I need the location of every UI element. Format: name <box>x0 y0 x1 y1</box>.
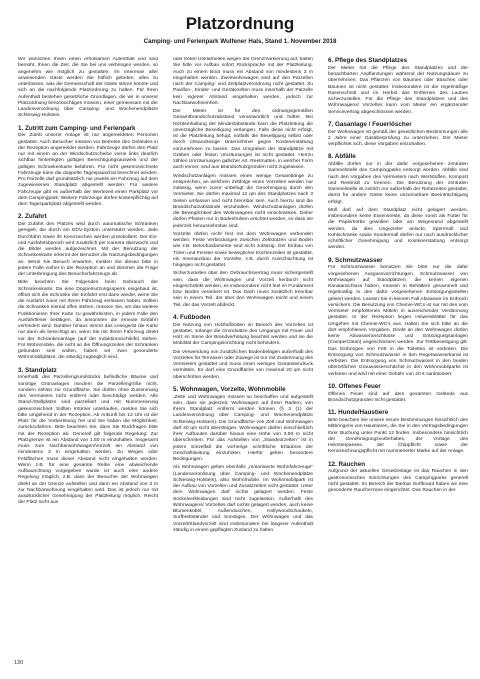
section <box>18 125 158 209</box>
section-paragraph: Für Schmutzwasser benutzen Sie bitte nur die dafür vorgesehenen Ausgussvorrichtungen. Schmutzwasser von Wohnwagen auf Standplätzen, die keinen eigenen Kanalanschluss haben, müssen in Behältern gesammelt und regelmäßig in den dafür vorgesehenen Entsorgungsstellen geleert werden. Lassen Sie in keinem Fall Abwasser im Erdreich versickern. Die Benutzung von Chemie-WCs ist nur mit den vom Vermieter empfohlenen Mitteln in ausreichender Verdünnung gestattet. In der Rezeption liegen Hinweisblätter für das Umgehen mit Chemie-WC's aus. Halten Sie sich bitte an die dort empfohlenen Vorgaben. Direkt an den Wohnwagen dürfen keine Abwasseranschlüsse und Entsorgungsanlagen (CamperClean) angeschlossen werden. Zur Fettbeseitigung gilt: Das Einbringen von Fett in die Toiletten ist verboten. Die Entsorgung von Schmutzwasser in den Regenwasserkanal ist verboten. Die Entsorgung von Schmutzwasser in den beiden überörtlichen Grauwasserschächte in den Wohnmobilparks ist verboten und wird mit einer Gebühr von 20 € sanktioniert. <box>328 265 468 377</box>
section-heading: 6. Pflege des Standplatzes <box>328 57 408 64</box>
section-heading: 3. Standplatz <box>18 366 57 374</box>
section-paragraph: Müll darf auf dem Standplatz nicht gelagert werden, insbesondere keine Essensreste, da diese sonst als Futter für die Papierkörbe gewollen oder am Wegesrand abgestellt werden, da dies Ungeziefer anlockt. Sperrmüll und Kühlschränke sowie Sondermüll dürfen nur nach ausdrücklicher schriftlicher Genehmigung und Kostenerstattung entsorgt werden. <box>328 207 468 251</box>
section-paragraph: Vorzelte dürfen nicht fest mit dem Wohnwagen verbunden werden. Feste Verbindungen zwischen Zeltstützen und Boden wie z.B. Betonfundamente sind nicht zulässig. Der Einbau von Türen und Fenster sowie beweglicher Küchenzeilen ist gestattet, ein Innenausbau der Vorzelte, z.B. durch Ausschachtung ist hingegen nicht gestattet. <box>173 231 313 268</box>
section-heading: 8. Abfälle <box>328 153 356 161</box>
section <box>18 367 158 507</box>
section-paragraph: Der Wohnwagen ist gemäß der gesetzlichen Bestimmungen alle 2 Jahre einer Gasüberprüfung zu unterziehen. Der Mieter verpflichtet sich, diese Vorgaben einzuhalten. <box>328 129 468 148</box>
section-heading: 4. Fußboden <box>173 313 211 321</box>
section <box>18 213 158 361</box>
section <box>18 57 158 120</box>
section <box>173 57 313 309</box>
section-heading: 12. Rauchen <box>328 460 366 468</box>
page-title: Platzordnung <box>185 14 295 33</box>
section-paragraph: Wir wünschen Ihnen einen erholsamen Aufenthalt und sind bemüht, Ihnen die Zeit, die Sie bei uns verbringen werden, so angenehm wie möglich zu gestalten. Im Interesse aller anwesenden Gäste werden Sie höflich gebeten, alles zu unterlassen, was die Gemeinschaft der Gäste stören könnte und sich an die nachfolgende Platzordnung zu halten. Für Ihren Aufenthalt bestehen gesetzliche Grundlagen, die wir in unserer Platzordnung berücksichtigen müssen, einer gemeinsam mit der Landesverordnung über Camping- und Wochenendplätze Schleswig-Holstein. <box>18 57 158 119</box>
section-paragraph: „Zelte und Wohnwagen müssen so beschaffen und aufgestellt sein, dass sie jederzeit, Wohnwagen auf ihren Rädern, von ihrem Standplatz entfernt werden können (§ 3 (1) der Landesverordnung über Camping- und Wochenendplätze Schleswig-Holstein). Die Grundfläche von Zelt und Wohnwagen darf 40 qm nicht übersteigen. Wohnwagen dürfen einschließlich ihrer Aufbauten darüber hinaus eine Höhe von 3,50 m nicht überschreiten. Für das Aufstellen von „Standvorzelten" ist in jedem Einzelfall die vorherige schriftliche Erlaubnis der Geschäftsleitung einzuholen. Hierfür gelten besondere Bedingungen. <box>173 394 313 463</box>
page-subtitle: Camping- und Ferienpark Wulfener Hals, Stand 1. November 2018 <box>143 38 337 45</box>
section-paragraph: Bitte beachten Sie unsere neuen Bestimmungen hinsichtlich des Mitbringens von Haustieren, die Sie in den Vertragsbedingungen Ihrer Buchung unter Punkt 12 finden. Insbesondere hinsichtlich der Genehmigungsvorbehaltes, der Vorlage des Heimtierpasses, der Chippflicht sowie der Kennzeichnungspflicht mit nummerierter Marke auf der Anlage. <box>328 418 468 455</box>
section-heading: 7. Gasanlage / Feuerlöscher <box>328 120 412 128</box>
section-heading: 1. Zutritt zum Camping- und Ferienpark <box>18 124 136 132</box>
section-paragraph: Aufgrund der aktuellen Gesetzeslage ist das Rauchen in den gastronomischen Einrichtungen des Campingparks generell nicht gestattet. Im Bereich der Bierbar Surfboard haben wir eine gesonderte Raucherzone eingerichtet. Das Rauchen in der <box>328 469 468 494</box>
section-paragraph: Der Mieter hat die Pflege des Standplatzes und der benachbarten Anpflanzungen während der Nutzungsdauer zu übernehmen. Das Pflanzen von Bäumen oder Büschen oder Bäumen ist nicht gestattet. Insbesondere ist die regelmäßige Rasenschnitt und im Herbst das Entfernen des Laubes sicherzustellen. Für die Pflege des Standplatzes und des Wohnwagens/ Vorzeltes kann vom Mieter ein ergänzender Servicevertrag abgeschlossen werden. <box>328 65 468 115</box>
section-paragraph: Die Verwendung von zusätzlichen Bodenbelägen außerhalb des Vorzeltes für Terrassen oder Zuwege ist nur mit Zustimmung des Vermieters gestattet und muss einen wenigen Gesamteindruck vermitteln. Es darf eine Grundfläche von maximal 20 qm nicht überschritten werden. <box>173 349 313 380</box>
section-heading: 9. Schmutzwasser <box>328 256 383 264</box>
section <box>328 121 468 149</box>
section-paragraph: Die Nutzung von Holzfußböden im Bereich des Vorzeltes ist gestattet, solange die Grundsätze des Umgangs mit Feuer und Holz im Sinne der Brandverhütung beachtet werden und sie die Mobilität der Campingeinrichtung nicht behindern. <box>173 322 313 347</box>
section-paragraph: Der Zutritt unserer Anlage ist nur angemeldeten Personen gestattet. Auch Besucher müssen vor Betreten des Geländes in der Rezeption angemeldet werden. Fahrzeuge dürfen den Platz nur mit einem an der Windschutzscheibe vorne links deutlich sichtbar hinterlegten gültigen Berechtigungsausweis und der gültigen Schrankenkarte befahren. Für nicht gekennzeichnete Fahrzeuge kann die doppelte Tagespauschal berechnet werden. Pro Parzelle darf grundsätzlich nur jeweils ein Fahrzeug auf dem zugewiesenen Standplatz abgestellt werden. Für weitere Fahrzeuge gibt es außerhalb der Wertezeit einen Parkplatz vor dem Campingpark. Weitere Fahrzeuge dürfen kostenpflichtig auf dem Tagesparkplatz abgestellt werden. <box>18 133 158 208</box>
section <box>173 314 313 381</box>
section <box>328 383 468 404</box>
section <box>328 257 468 378</box>
column-2 <box>173 57 313 653</box>
section-heading: 10. Offenes Feuer <box>328 382 381 390</box>
section-paragraph: Als Wohnwagen gelten ebenfalls „motorisierte Wohnfahrzeuge" (Landesverordnung über Camping- und Wochenendplätze Schleswig-Holstein), also Wohnmobile. Im Wohnmobilpark ist der Aufbau von Vorzelten und Zusatzzelten nicht gestattet. Unter dem Wohnwagen darf nichts gelagert werden. Feste Sockelverkleidungen sind nicht zugelassen. Außerhalb des Wohnwagens/ Vorzeltes darf nichts gelagert werden, auch keine Blumenkübel, Außenduschen, Hollywoodschaukeln, Surfbrettständer und Sonstiges. Der Wohnwagen und das Vorzelt/Standvorzelt sind insbesondere bei längerer Aufenthalt ständig in einem gepflegten Zustand zu halten. <box>173 465 313 533</box>
section <box>173 386 313 534</box>
section-paragraph: Windschutzanlagen müssen einen wenige Gesamtlänge zu entsprechen, an welchem Zeltfolge eines Vorzeltes werden nur zulässig, wenn zuvor unbefugt die Genehmigung durch den Vermieter. Sie dürfen maximal 12 qm des Standplatzes nach 3 Seiten umfassen und nicht brennbar sein. Auch hierzu sind die Brandschutzabstände einzuhalten. Windschutzanlagen dürfen die Beweglichkeit des Wohnwagens nicht einschränken. Daher dürfen Pfosten nur in Bodenhülsen errichtet werden, so dass sie jederzeit herausnehmbar sind. <box>173 173 313 229</box>
text-columns <box>18 57 468 653</box>
section <box>328 57 468 116</box>
section-paragraph: oder treten Unklarheiten wegen der Grenzmarkierung auf, halten Sie bitte vor Aufbau sofort Rücksprache mit der Platzleitung. Auch zu einem Boot muss ein Abstand von mindestens 3 m eingehalten werden. Zweitwohnwagen sind auf den Parzellen nach der Camping- und Zeltplatzverordnung nicht gestattet. Zu Pavillon-, Kinder- und Gerätezelten muss innerhalb der Parzelle kein eigener Abstand eingehalten werden, jedoch zur Nachbarwohneinheit. <box>173 57 313 106</box>
section <box>328 153 468 251</box>
section-heading: 2. Zufahrt <box>18 213 47 221</box>
section-paragraph: Sicherzustellen über den Gebrauchsvertrag muss sichergestellt sein, dass die Wohnwagen und Vorzelt herdurch nicht eingeschränkt werden, es insbesondere nicht fest im Fundament bzw. Boden verankert ist. Das Dach muss zusätzlich trennbar sein in einem Teil, der über den Wohnwagen reicht und einem Teil, der das Vorzelt abdeckt. <box>173 271 313 308</box>
section-paragraph: Abfälle dürfen nur in der dafür vorgesehenen zentralen Sammelstelle des Campingparks entsorgt werden. Abfälle sind nach den Vorgaben des Vermieters nach Wertstoffen, Kompost und Restmüll zu trennen. Die Benutzung der zentralen Sammelstelle ist zeitlich nur außerhalb der Ruhezeiten gestattet, damit für andere Gäste keine unzumutbare Beeinträchtigung erfolgt. <box>328 162 468 205</box>
section <box>328 409 468 455</box>
section-paragraph: Die Zufahrt des Platzes wird durch automatische Schranken geregelt, die durch ein EDV-System unterstützt werden. Jede Durchfahrt sowie ihr Kennzeichen werden protokolliert. Der Ein- und Ausfahrtsbereich wird zusätzlich per Kamera überwacht und die Bilder werden aufgezeichnet. Mit der Benutzung der Schrankenkarte erkennt der Benutzer die Nutzungsbedingungen an. Wenn Sie Besuch erwarten, melden Sie diesen bitte in jedem Falle vorher in der Rezeption an und stimmen die Frage der Unterbringung des Besucherfahrzeugs ab. <box>18 222 158 278</box>
section-heading: 5. Wohnwagen, Vorzelte, Wohnmobile <box>173 385 286 393</box>
section-paragraph: Offenes Feuer sind auf dem gesamten Gelände aus Brandschutzgründen nicht gestattet. <box>328 391 468 403</box>
column-1 <box>18 57 158 653</box>
section-paragraph: Innerhalb des Parzellengrundstücks befindliche Bäume und sonstige Grünanlagen mindern die Parzellengröße nicht, sondern zählen zur Grundfläche. Sie dürfen ohne Zustimmung des Vermieters nicht entfernt oder beschädigt werden. Alle Stand-/Stellplätze sind parzelliert und mit Nummerierung gekennzeichnet. Sollten Irrtümer unterlaufen, melden Sie sich bitte umgehend in der Rezeption. Ab Ankunft bis 12 Uhr ist der Platz für die Vorbereitung frei und Sie haben die Möglichkeit, zurückzufahren. Bitte beachten Sie, dass Sie Rückfragen bitte mit der Rezeption ab. Generell gilt folgende Regelung: Zur Platzgrenze ist ein Abstand von 1,50 m einzuhalten. Insgesamt muss zum Nachbarwohnwagen/Vorzelt ein Abstand von mindestens 3 m eingehalten werden. Zu Wegen oder Feldflächen muss dieser Abstand nicht eingehalten werden. Wenn z.B. für eine gesamte Reihe eine abweichende Aufbaurichtung vorgegeben wurde ist auch eine andere Regelung möglich, z.B. dass der Besucher der Wohnwagen direkt an der Grenze aufstellen und dann ein Abstand von 3 m zur Nachbarwohnung eingehalten wird. Das ist jedoch nur mit ausdrücklicher Genehmigung der Platzleitung möglich. Reicht der Platz nicht aus <box>18 375 158 506</box>
section <box>328 461 468 495</box>
column-3 <box>328 57 468 653</box>
section-heading: 11. Hunde/Haustiere <box>328 409 389 417</box>
section-paragraph: Bitte beachten Sie Folgendes beim Gebrauch der Schrankenkarte: Da eine Doppelnutzungssperre eingebaut ist, öffnet sich die Schranke der Einfahrt erst dann wieder, wenn Sie die Ausfahrt zuvor mit Ihrem Fahrzeug verlassen haben. Sollten die Schranken einmal offen stehen, müssen Sie, um das weitere Funktionieren Ihrer Karte zu gewährleisten, in jedem Falle den Ausfahrtleser betätigen, da ansonsten die erneute Einfahrt verhindert wird. Darüber hinaus nimmt das Lesegerät die Karte nur dann als berechtigt an, wenn Sie mit Ihrem Fahrzeug direkt vor der Schrankenanlage (auf der Induktionsschleife) stehen. Für Wohnmobile, die nicht an die Öffnungszeiten der Schranken gebunden sein wollen, haben wir zwei gesonderte Wohnmobilplätze, die ständig zugänglich sind. <box>18 280 158 361</box>
section-paragraph: Der Mieter ist für den ordnungsgemäßen Gesamtbrandschutzabstand verantwortlich und haftet. Bei Nichteinhaltung der Mindestabstände kann die Platzleitung die unverzügliche Beseitigung verlangen. Falls diese nicht erfolgt, ist die Platzleitung befugt, notfalls die Beseitigung selbst oder durch ortsansässige Unternehmer gegen Kostenerstattung vorzunehmen zu lassen. Das Umgraben der Standplätze mit Gräben oder festen Umzäunungen ist nicht gestattet. Herrzu zählen Umzäunungen gallicher Art. Reetmatten, in welcher Form auch immer, sind aus Brandschutzgründen nicht zugelassen. <box>173 109 313 171</box>
page-number: 130 <box>14 660 24 666</box>
